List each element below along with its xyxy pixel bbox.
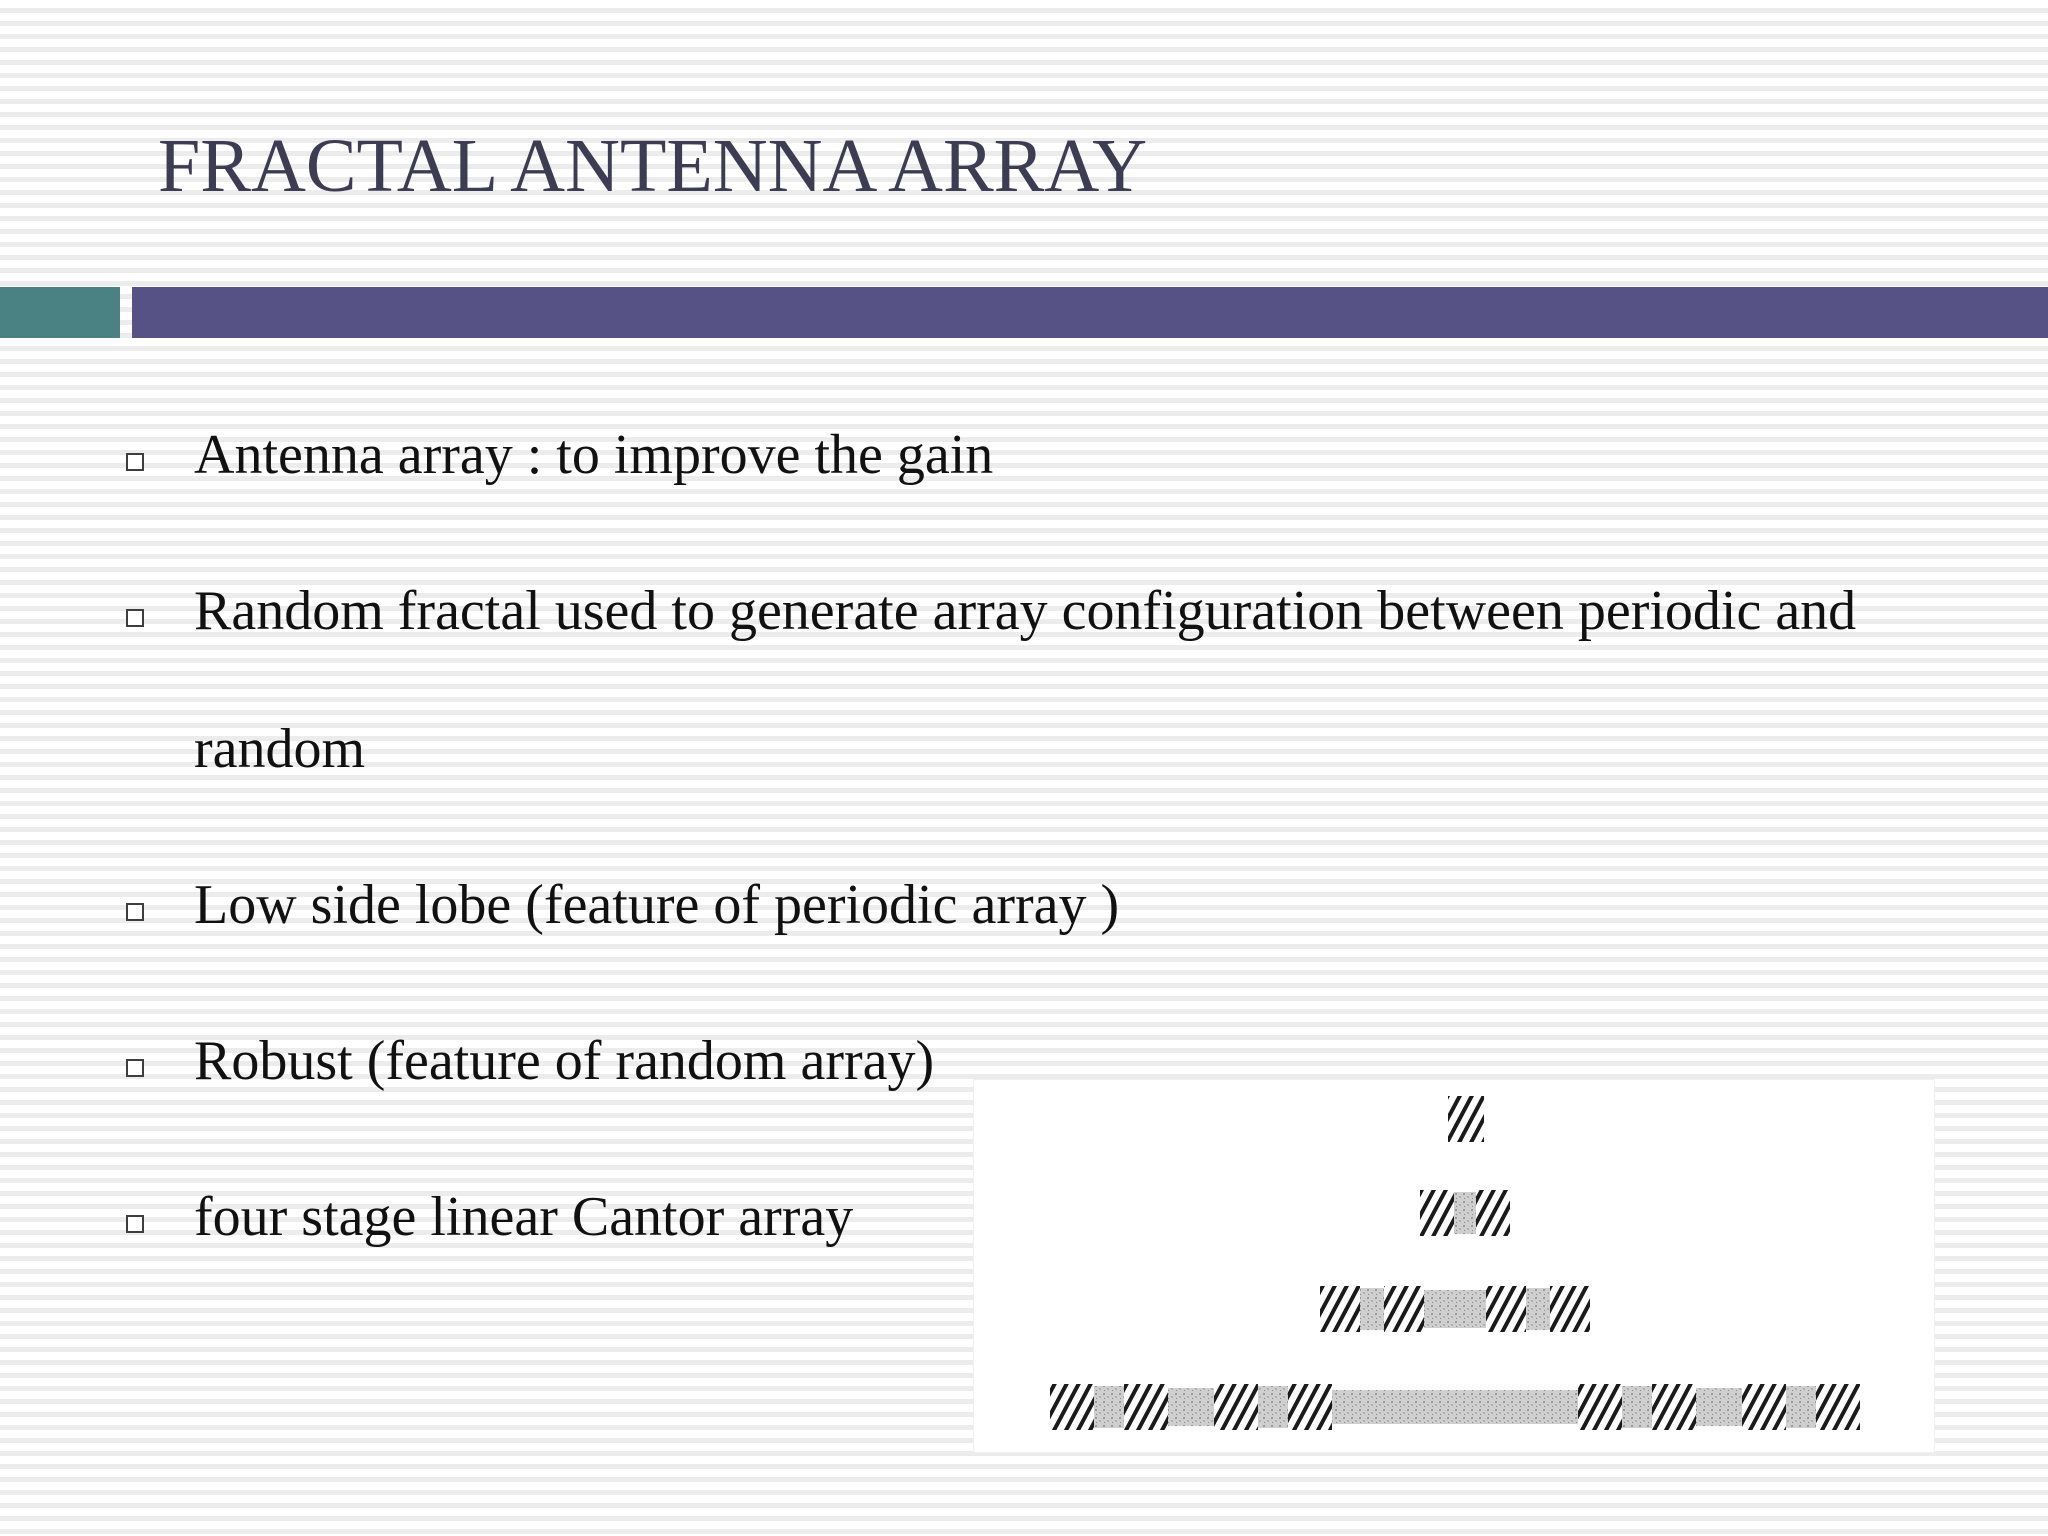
cantor-element — [1476, 1190, 1510, 1236]
square-bullet-icon — [126, 609, 144, 627]
cantor-gap — [1094, 1386, 1124, 1428]
cantor-stage-4 — [1050, 1384, 1860, 1430]
bullet-text: Robust (feature of random array) — [194, 1030, 935, 1092]
title-bar-accent — [0, 287, 120, 338]
square-bullet-icon — [126, 453, 144, 471]
cantor-element — [1124, 1384, 1168, 1430]
cantor-element — [1486, 1286, 1526, 1332]
cantor-element — [1420, 1190, 1454, 1236]
cantor-gap — [1454, 1192, 1476, 1234]
bullet-text: four stage linear Cantor array — [194, 1186, 854, 1248]
cantor-gap — [1332, 1390, 1578, 1424]
cantor-element — [1320, 1286, 1360, 1332]
cantor-gap — [1786, 1386, 1816, 1428]
bullet-text: Low side lobe (feature of periodic array ) — [194, 874, 1120, 936]
square-bullet-icon — [126, 903, 144, 921]
title-bar — [132, 287, 2048, 338]
cantor-element — [1288, 1384, 1332, 1430]
cantor-gap — [1526, 1288, 1550, 1330]
bullet-text: Random fractal used to generate array configuration between periodic and random — [194, 580, 1857, 780]
cantor-gap — [1424, 1290, 1486, 1328]
cantor-element — [1816, 1384, 1860, 1430]
cantor-element — [1214, 1384, 1258, 1430]
cantor-element — [1578, 1384, 1622, 1430]
cantor-gap — [1258, 1386, 1288, 1428]
cantor-stage-1 — [1448, 1096, 1484, 1142]
cantor-element — [1384, 1286, 1424, 1332]
slide-title: FRACTAL ANTENNA ARRAY — [158, 124, 1148, 208]
cantor-gap — [1696, 1388, 1742, 1426]
cantor-gap — [1622, 1386, 1652, 1428]
square-bullet-icon — [126, 1059, 144, 1077]
cantor-array-diagram — [974, 1080, 1934, 1452]
cantor-array-figure — [974, 1080, 1934, 1452]
cantor-element — [1050, 1384, 1094, 1430]
cantor-stage-3 — [1320, 1286, 1590, 1332]
square-bullet-icon — [126, 1215, 144, 1233]
cantor-stage-2 — [1420, 1190, 1510, 1236]
cantor-element — [1742, 1384, 1786, 1430]
cantor-element — [1448, 1096, 1484, 1142]
bullet-text: Antenna array : to improve the gain — [194, 424, 994, 486]
cantor-gap — [1360, 1288, 1384, 1330]
cantor-gap — [1168, 1388, 1214, 1426]
cantor-element — [1550, 1286, 1590, 1332]
cantor-element — [1652, 1384, 1696, 1430]
